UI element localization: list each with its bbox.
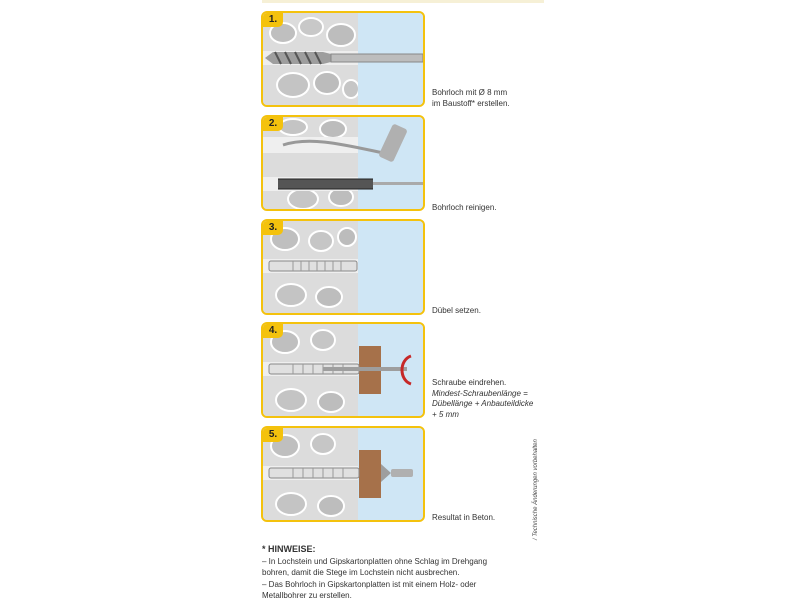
notes-line: – Das Bohrloch in Gipskartonplatten ist mit einem Holz- oder bbox=[262, 579, 477, 589]
caption-line: Schraube eindrehen. bbox=[432, 378, 507, 387]
step-4-caption bbox=[432, 378, 533, 420]
notes-line: – In Lochstein und Gipskartonplatten ohne Schlag im Drehgang bbox=[262, 556, 488, 566]
drilling-illustration bbox=[263, 13, 423, 105]
notes-line: Metallbohrer zu erstellen. bbox=[262, 591, 352, 600]
caption-line: Dübel setzen. bbox=[432, 306, 481, 315]
step-2-caption bbox=[432, 203, 496, 214]
top-accent-bar bbox=[262, 0, 544, 3]
technical-changes-notice: / Technische Änderungen vorbehalten bbox=[533, 439, 539, 540]
anchor-setting-illustration bbox=[263, 221, 423, 313]
caption-line: Resultat in Beton. bbox=[432, 513, 496, 522]
step-2-panel bbox=[261, 115, 425, 211]
caption-line: im Baustoff* erstellen. bbox=[432, 98, 510, 108]
step-1-caption bbox=[432, 88, 510, 109]
step-1-panel bbox=[261, 11, 425, 107]
caption-line-italic: Dübellänge + Anbauteildicke bbox=[432, 399, 534, 408]
step-2-number: 2. bbox=[263, 117, 283, 131]
step-3-caption bbox=[432, 306, 481, 317]
step-5-panel bbox=[261, 426, 425, 522]
notes-block bbox=[262, 544, 487, 602]
step-5-caption bbox=[432, 513, 495, 524]
notes-heading: * HINWEISE: bbox=[262, 544, 316, 554]
cleaning-illustration bbox=[263, 117, 423, 209]
caption-line-italic: + 5 mm bbox=[432, 409, 459, 419]
notes-line: bohren, damit die Stege im Lochstein nicht ausbrechen. bbox=[262, 568, 460, 577]
step-5-number: 5. bbox=[263, 428, 283, 442]
step-1-number: 1. bbox=[263, 13, 283, 27]
step-3-number: 3. bbox=[263, 221, 283, 235]
result-illustration bbox=[263, 428, 423, 520]
step-3-panel bbox=[261, 219, 425, 315]
caption-line-italic: Mindest-Schraubenlänge = bbox=[432, 388, 528, 398]
caption-line: Bohrloch reinigen. bbox=[432, 203, 497, 212]
step-4-number: 4. bbox=[263, 324, 283, 338]
step-4-panel bbox=[261, 322, 425, 418]
caption-line: Bohrloch mit Ø 8 mm bbox=[432, 88, 508, 97]
screwing-illustration bbox=[263, 324, 423, 416]
